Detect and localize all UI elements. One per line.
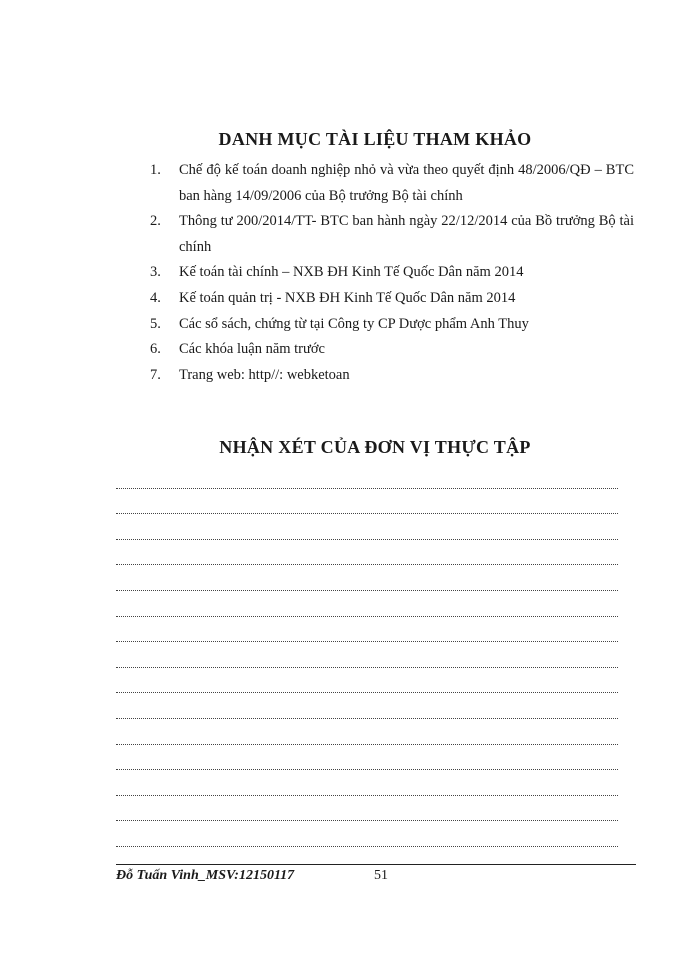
reference-text: Kế toán quản trị - NXB ĐH Kinh Tế Quốc Dân năm 2014 — [179, 289, 516, 306]
dotted-line — [116, 821, 618, 847]
reference-number: 4. — [150, 289, 161, 306]
references-title: DANH MỤC TÀI LIỆU THAM KHẢO — [218, 129, 532, 149]
reference-item — [150, 260, 634, 286]
reference-number: 2. — [150, 213, 161, 230]
dotted-line — [116, 514, 618, 540]
reference-text: Chế độ kế toán doanh nghiệp nhỏ và vừa theo quyết định 48/2006/QĐ – BTC ban hàng 14/09/2006 của Bộ trưởng Bộ tài chính — [179, 162, 634, 204]
dotted-line — [116, 489, 618, 515]
dotted-line — [116, 463, 618, 489]
dotted-line — [116, 668, 618, 694]
references-list — [150, 158, 634, 388]
dotted-line — [116, 642, 618, 668]
reference-item — [150, 158, 634, 209]
page-number: 51 — [374, 868, 388, 883]
reference-text: Các khóa luận năm trước — [179, 341, 325, 358]
reference-text: Trang web: http//: webketoan — [179, 366, 350, 383]
evaluation-dotted-lines — [116, 463, 618, 847]
reference-number: 3. — [150, 264, 161, 281]
dotted-line — [116, 719, 618, 745]
dotted-line — [116, 540, 618, 566]
dotted-line — [116, 591, 618, 617]
dotted-line — [116, 745, 618, 771]
reference-item — [150, 312, 634, 338]
footer-rule — [116, 864, 636, 865]
reference-number: 6. — [150, 341, 161, 358]
reference-text: Kế toán tài chính – NXB ĐH Kinh Tế Quốc Dân năm 2014 — [179, 264, 524, 281]
reference-text: Thông tư 200/2014/TT- BTC ban hành ngày 22/12/2014 của Bồ trưởng Bộ tài chính — [179, 213, 634, 255]
reference-number: 7. — [150, 366, 161, 383]
reference-number: 1. — [150, 162, 161, 178]
dotted-line — [116, 796, 618, 822]
evaluation-title: NHẬN XÉT CỦA ĐƠN VỊ THỰC TẬP — [219, 437, 531, 457]
dotted-line — [116, 770, 618, 796]
reference-text: Các sổ sách, chứng từ tại Công ty CP Dược phẩm Anh Thuy — [179, 315, 529, 332]
reference-item — [150, 286, 634, 312]
dotted-line — [116, 693, 618, 719]
dotted-line — [116, 565, 618, 591]
footer-author: Đỗ Tuấn Vinh_MSV:12150117 — [116, 868, 295, 883]
reference-item — [150, 337, 634, 363]
reference-number: 5. — [150, 315, 161, 332]
reference-item — [150, 209, 634, 260]
reference-item — [150, 363, 634, 389]
dotted-line — [116, 617, 618, 643]
